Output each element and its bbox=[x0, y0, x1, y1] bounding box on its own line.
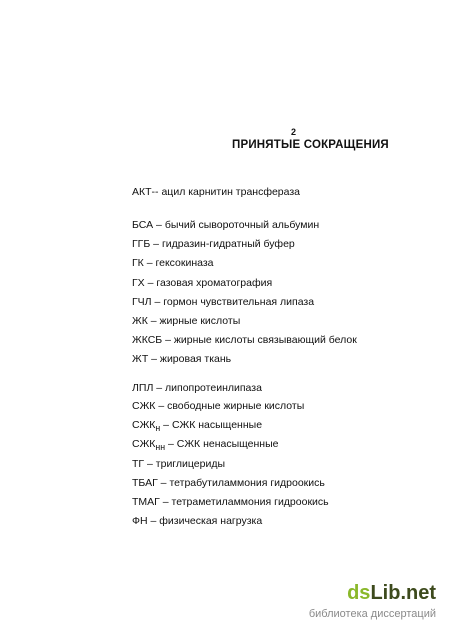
abbreviation-term: БСА bbox=[132, 219, 154, 231]
abbreviation-separator: – bbox=[153, 382, 166, 394]
abbreviation-term: ГК bbox=[132, 257, 144, 269]
abbreviation-item bbox=[132, 515, 262, 527]
abbreviation-definition: жировая ткань bbox=[159, 353, 232, 365]
abbreviation-item bbox=[132, 219, 319, 231]
abbreviation-separator: – bbox=[155, 400, 168, 412]
abbreviation-term: СЖК bbox=[132, 438, 156, 450]
abbreviation-separator: – bbox=[147, 315, 160, 327]
abbreviation-term: ФН bbox=[132, 515, 148, 527]
abbreviation-separator: – bbox=[159, 496, 172, 508]
abbreviation-separator: -- bbox=[151, 186, 162, 198]
abbreviation-term: АКТ bbox=[132, 186, 152, 198]
page-number: 2 bbox=[291, 127, 297, 137]
abbreviation-definition: гексокиназа bbox=[155, 257, 214, 269]
watermark bbox=[308, 582, 436, 626]
abbreviation-term: ЖК bbox=[132, 315, 148, 327]
dslib-logo bbox=[347, 582, 436, 605]
abbreviation-term: ЖТ bbox=[132, 353, 149, 365]
abbreviation-separator: – bbox=[162, 334, 174, 346]
abbreviation-definition: тетраметиламмония гидроокись bbox=[171, 496, 329, 508]
abbreviation-item bbox=[132, 419, 262, 433]
abbreviation-definition: СЖК ненасыщенные bbox=[176, 438, 279, 450]
abbreviation-item bbox=[132, 257, 214, 269]
abbreviation-item bbox=[132, 353, 231, 365]
abbreviation-separator: – bbox=[144, 277, 157, 289]
abbreviation-separator: – bbox=[143, 257, 156, 269]
abbreviation-subscript: н bbox=[155, 423, 161, 434]
abbreviation-separator: – bbox=[165, 438, 177, 450]
abbreviation-item bbox=[132, 458, 225, 470]
abbreviation-item bbox=[132, 477, 325, 489]
watermark-subtitle: библиотека диссертаций bbox=[308, 608, 436, 620]
abbreviation-separator: – bbox=[148, 353, 160, 365]
abbreviation-term: ГХ bbox=[132, 277, 145, 289]
abbreviation-item bbox=[132, 277, 272, 289]
abbreviation-definition: тетрабутиламмония гидроокись bbox=[169, 477, 325, 489]
abbreviation-item bbox=[132, 496, 329, 508]
abbreviation-definition: бычий сывороточный альбумин bbox=[164, 219, 320, 231]
abbreviation-item bbox=[132, 186, 300, 198]
abbreviation-definition: свободные жирные кислоты bbox=[167, 400, 305, 412]
abbreviation-term: ТГ bbox=[132, 458, 145, 470]
abbreviation-item bbox=[132, 400, 304, 412]
abbreviation-item bbox=[132, 334, 357, 346]
abbreviation-term: ГЧЛ bbox=[132, 296, 152, 308]
abbreviation-term: ГГБ bbox=[132, 238, 151, 250]
abbreviation-separator: – bbox=[153, 219, 165, 231]
abbreviation-term: СЖК bbox=[132, 419, 156, 431]
abbreviation-definition: жирные кислоты bbox=[159, 315, 241, 327]
logo-ds: ds bbox=[347, 582, 371, 604]
abbreviation-item bbox=[132, 382, 262, 394]
abbreviation-separator: – bbox=[150, 238, 162, 250]
abbreviation-separator: – bbox=[151, 296, 164, 308]
abbreviation-definition: гидразин-гидратный буфер bbox=[161, 238, 295, 250]
abbreviation-term: ЛПЛ bbox=[132, 382, 154, 394]
abbreviation-item bbox=[132, 296, 314, 308]
abbreviation-separator: – bbox=[160, 419, 172, 431]
abbreviation-definition: ацил карнитин трансфераза bbox=[161, 186, 301, 198]
abbreviation-term: ТБАГ bbox=[132, 477, 158, 489]
abbreviation-subscript: нн bbox=[155, 442, 166, 453]
abbreviation-definition: СЖК насыщенные bbox=[171, 419, 263, 431]
abbreviation-definition: липопротеинлипаза bbox=[165, 382, 262, 394]
logo-net: .net bbox=[400, 582, 436, 604]
abbreviation-item bbox=[132, 315, 240, 327]
abbreviation-term: СЖК bbox=[132, 400, 156, 412]
abbreviation-term: ЖКСБ bbox=[132, 334, 163, 346]
page-title: ПРИНЯТЫЕ СОКРАЩЕНИЯ bbox=[232, 139, 389, 151]
abbreviation-separator: – bbox=[147, 515, 160, 527]
logo-lib: Lib bbox=[370, 582, 401, 604]
abbreviation-separator: – bbox=[144, 458, 156, 470]
abbreviation-definition: триглицериды bbox=[155, 458, 226, 470]
abbreviation-definition: газовая хроматография bbox=[156, 277, 273, 289]
abbreviation-separator: – bbox=[157, 477, 170, 489]
abbreviation-item bbox=[132, 438, 279, 452]
abbreviation-item bbox=[132, 238, 295, 250]
abbreviation-definition: жирные кислоты связывающий белок bbox=[173, 334, 357, 346]
abbreviation-definition: физическая нагрузка bbox=[159, 515, 263, 527]
abbreviation-definition: гормон чувствительная липаза bbox=[163, 296, 315, 308]
abbreviation-term: ТМАГ bbox=[132, 496, 160, 508]
